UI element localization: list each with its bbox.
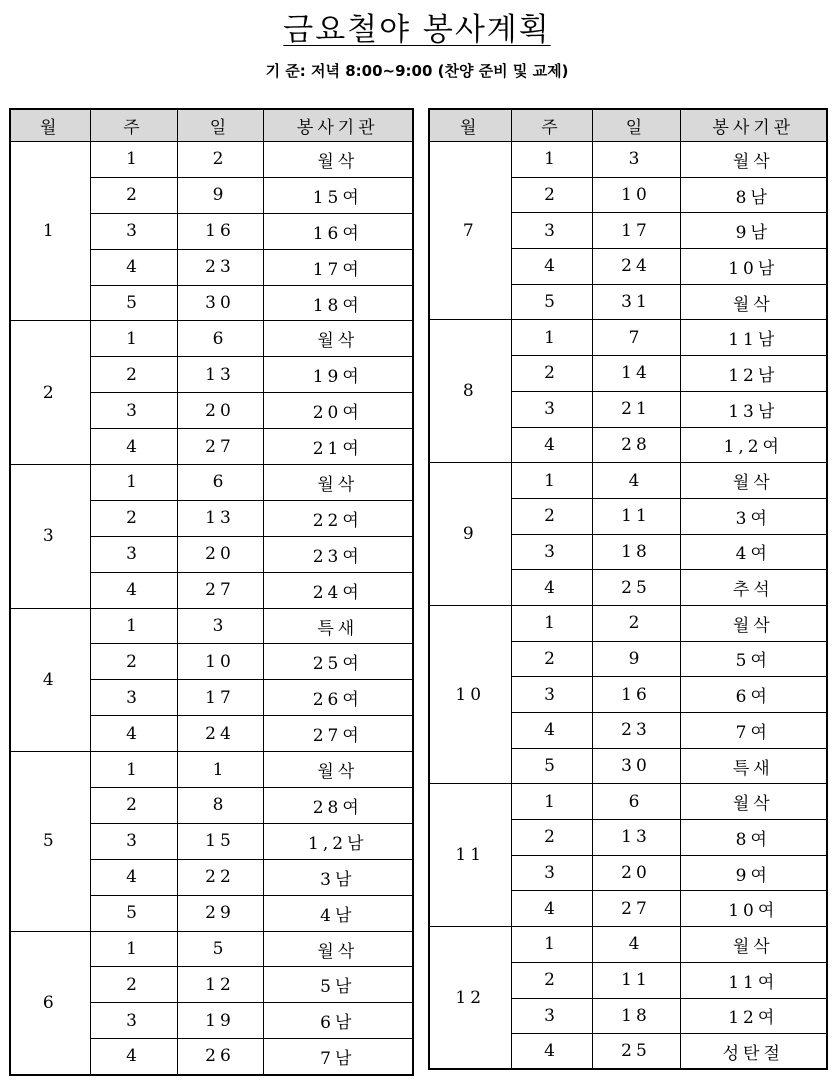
week-cell: 2 xyxy=(90,967,177,1003)
day-cell: 16 xyxy=(177,213,263,249)
organization-cell: 3여 xyxy=(680,498,827,534)
organization-cell: 월삭 xyxy=(680,463,827,499)
month-cell: 6 xyxy=(10,931,90,1075)
organization-cell: 월삭 xyxy=(263,752,413,788)
week-cell: 2 xyxy=(511,498,592,534)
week-cell: 4 xyxy=(90,429,177,465)
organization-cell: 22여 xyxy=(263,500,413,536)
week-cell: 3 xyxy=(90,536,177,572)
organization-cell: 월삭 xyxy=(680,605,827,641)
organization-cell: 5남 xyxy=(263,967,413,1003)
organization-cell: 9여 xyxy=(680,855,827,891)
week-cell: 2 xyxy=(90,357,177,393)
week-cell: 4 xyxy=(511,713,592,749)
day-cell: 10 xyxy=(177,644,263,680)
week-cell: 2 xyxy=(90,500,177,536)
week-cell: 4 xyxy=(511,249,592,285)
week-cell: 1 xyxy=(90,142,177,178)
week-cell: 2 xyxy=(90,644,177,680)
week-cell: 4 xyxy=(511,891,592,927)
month-cell: 10 xyxy=(429,605,511,783)
day-cell: 30 xyxy=(592,748,680,784)
table-row xyxy=(429,320,827,356)
day-cell: 24 xyxy=(592,249,680,285)
week-cell: 1 xyxy=(511,784,592,820)
day-cell: 26 xyxy=(177,1039,263,1075)
day-cell: 12 xyxy=(177,967,263,1003)
week-cell: 5 xyxy=(511,748,592,784)
day-cell: 2 xyxy=(177,142,263,178)
day-cell: 28 xyxy=(592,427,680,463)
organization-cell: 27여 xyxy=(263,716,413,752)
schedule-body-right xyxy=(429,142,827,1070)
week-cell: 3 xyxy=(511,998,592,1034)
header-day: 일 xyxy=(177,109,263,142)
day-cell: 3 xyxy=(592,142,680,178)
week-cell: 2 xyxy=(90,788,177,824)
week-cell: 4 xyxy=(90,859,177,895)
week-cell: 1 xyxy=(511,605,592,641)
day-cell: 25 xyxy=(592,570,680,606)
week-cell: 4 xyxy=(90,249,177,285)
organization-cell: 8여 xyxy=(680,820,827,856)
month-cell: 7 xyxy=(429,142,511,320)
week-cell: 5 xyxy=(90,285,177,321)
organization-cell: 20여 xyxy=(263,393,413,429)
schedule-table-right xyxy=(428,108,828,1070)
day-cell: 6 xyxy=(177,321,263,357)
week-cell: 4 xyxy=(511,570,592,606)
organization-cell: 8남 xyxy=(680,177,827,213)
header-day: 일 xyxy=(592,109,680,142)
day-cell: 3 xyxy=(177,608,263,644)
header-row xyxy=(10,109,413,142)
week-cell: 1 xyxy=(511,142,592,178)
day-cell: 1 xyxy=(177,752,263,788)
day-cell: 4 xyxy=(592,463,680,499)
month-cell: 11 xyxy=(429,784,511,927)
day-cell: 21 xyxy=(592,391,680,427)
month-cell: 1 xyxy=(10,142,90,321)
table-row xyxy=(429,784,827,820)
organization-cell: 추석 xyxy=(680,570,827,606)
table-row xyxy=(429,142,827,178)
day-cell: 27 xyxy=(592,891,680,927)
day-cell: 11 xyxy=(592,498,680,534)
week-cell: 4 xyxy=(511,1034,592,1070)
week-cell: 1 xyxy=(90,608,177,644)
organization-cell: 7여 xyxy=(680,713,827,749)
week-cell: 3 xyxy=(90,823,177,859)
organization-cell: 15여 xyxy=(263,177,413,213)
day-cell: 13 xyxy=(177,500,263,536)
organization-cell: 19여 xyxy=(263,357,413,393)
month-cell: 3 xyxy=(10,465,90,609)
week-cell: 3 xyxy=(90,393,177,429)
organization-cell: 24여 xyxy=(263,572,413,608)
header-week: 주 xyxy=(511,109,592,142)
week-cell: 1 xyxy=(90,931,177,967)
day-cell: 27 xyxy=(177,572,263,608)
table-row xyxy=(10,321,413,357)
week-cell: 3 xyxy=(511,391,592,427)
week-cell: 3 xyxy=(511,677,592,713)
day-cell: 22 xyxy=(177,859,263,895)
week-cell: 2 xyxy=(511,356,592,392)
day-cell: 17 xyxy=(177,680,263,716)
day-cell: 31 xyxy=(592,284,680,320)
page-title-text: 금요철야 봉사계획 xyxy=(283,12,551,48)
organization-cell: 28여 xyxy=(263,788,413,824)
organization-cell: 7남 xyxy=(263,1039,413,1075)
organization-cell: 4남 xyxy=(263,895,413,931)
week-cell: 1 xyxy=(90,752,177,788)
day-cell: 27 xyxy=(177,429,263,465)
week-cell: 2 xyxy=(90,177,177,213)
organization-cell: 월삭 xyxy=(263,931,413,967)
table-row xyxy=(429,927,827,963)
day-cell: 10 xyxy=(592,177,680,213)
organization-cell: 17여 xyxy=(263,249,413,285)
organization-cell: 25여 xyxy=(263,644,413,680)
page-subtitle: 기 준: 저녁 8:00~9:00 (찬양 준비 및 교제) xyxy=(265,62,569,80)
table-row xyxy=(429,605,827,641)
header-organization: 봉사기관 xyxy=(680,109,827,142)
day-cell: 25 xyxy=(592,1034,680,1070)
day-cell: 4 xyxy=(592,927,680,963)
organization-cell: 23여 xyxy=(263,536,413,572)
week-cell: 1 xyxy=(90,321,177,357)
week-cell: 3 xyxy=(511,534,592,570)
organization-cell: 특새 xyxy=(680,748,827,784)
day-cell: 6 xyxy=(592,784,680,820)
organization-cell: 12남 xyxy=(680,356,827,392)
organization-cell: 월삭 xyxy=(680,784,827,820)
week-cell: 5 xyxy=(511,284,592,320)
week-cell: 4 xyxy=(90,1039,177,1075)
organization-cell: 26여 xyxy=(263,680,413,716)
month-cell: 9 xyxy=(429,463,511,606)
page-title xyxy=(0,4,834,49)
month-cell: 12 xyxy=(429,927,511,1070)
organization-cell: 월삭 xyxy=(263,321,413,357)
day-cell: 16 xyxy=(592,677,680,713)
week-cell: 3 xyxy=(90,680,177,716)
organization-cell: 3남 xyxy=(263,859,413,895)
organization-cell: 18여 xyxy=(263,285,413,321)
week-cell: 3 xyxy=(90,213,177,249)
day-cell: 23 xyxy=(177,249,263,285)
organization-cell: 월삭 xyxy=(263,465,413,501)
week-cell: 1 xyxy=(511,320,592,356)
week-cell: 3 xyxy=(90,1003,177,1039)
week-cell: 2 xyxy=(511,177,592,213)
week-cell: 4 xyxy=(90,716,177,752)
organization-cell: 16여 xyxy=(263,213,413,249)
organization-cell: 13남 xyxy=(680,391,827,427)
day-cell: 17 xyxy=(592,213,680,249)
organization-cell: 월삭 xyxy=(263,142,413,178)
organization-cell: 10여 xyxy=(680,891,827,927)
day-cell: 14 xyxy=(592,356,680,392)
organization-cell: 월삭 xyxy=(680,284,827,320)
week-cell: 5 xyxy=(90,895,177,931)
organization-cell: 월삭 xyxy=(680,927,827,963)
day-cell: 8 xyxy=(177,788,263,824)
organization-cell: 12여 xyxy=(680,998,827,1034)
week-cell: 2 xyxy=(511,820,592,856)
header-week: 주 xyxy=(90,109,177,142)
organization-cell: 10남 xyxy=(680,249,827,285)
day-cell: 2 xyxy=(592,605,680,641)
day-cell: 15 xyxy=(177,823,263,859)
table-row xyxy=(429,463,827,499)
organization-cell: 특새 xyxy=(263,608,413,644)
week-cell: 3 xyxy=(511,855,592,891)
day-cell: 30 xyxy=(177,285,263,321)
week-cell: 1 xyxy=(511,463,592,499)
day-cell: 6 xyxy=(177,465,263,501)
day-cell: 20 xyxy=(177,393,263,429)
week-cell: 1 xyxy=(90,465,177,501)
schedule-body-left xyxy=(10,142,413,1075)
table-row xyxy=(10,752,413,788)
organization-cell: 4여 xyxy=(680,534,827,570)
month-cell: 4 xyxy=(10,608,90,752)
organization-cell: 1,2여 xyxy=(680,427,827,463)
week-cell: 1 xyxy=(511,927,592,963)
organization-cell: 11남 xyxy=(680,320,827,356)
month-cell: 8 xyxy=(429,320,511,463)
day-cell: 18 xyxy=(592,998,680,1034)
organization-cell: 성탄절 xyxy=(680,1034,827,1070)
header-row xyxy=(429,109,827,142)
month-cell: 5 xyxy=(10,752,90,931)
schedule-table-left xyxy=(9,108,414,1076)
organization-cell: 9남 xyxy=(680,213,827,249)
organization-cell: 1,2남 xyxy=(263,823,413,859)
day-cell: 23 xyxy=(592,713,680,749)
day-cell: 9 xyxy=(592,641,680,677)
day-cell: 7 xyxy=(592,320,680,356)
week-cell: 2 xyxy=(511,962,592,998)
header-organization: 봉사기관 xyxy=(263,109,413,142)
month-cell: 2 xyxy=(10,321,90,465)
table-row xyxy=(10,931,413,967)
day-cell: 19 xyxy=(177,1003,263,1039)
day-cell: 20 xyxy=(177,536,263,572)
day-cell: 20 xyxy=(592,855,680,891)
table-row xyxy=(10,465,413,501)
table-row xyxy=(10,608,413,644)
day-cell: 9 xyxy=(177,177,263,213)
header-month: 월 xyxy=(429,109,511,142)
organization-cell: 21여 xyxy=(263,429,413,465)
day-cell: 24 xyxy=(177,716,263,752)
day-cell: 13 xyxy=(592,820,680,856)
day-cell: 18 xyxy=(592,534,680,570)
week-cell: 4 xyxy=(511,427,592,463)
week-cell: 4 xyxy=(90,572,177,608)
header-month: 월 xyxy=(10,109,90,142)
organization-cell: 5여 xyxy=(680,641,827,677)
day-cell: 5 xyxy=(177,931,263,967)
organization-cell: 6여 xyxy=(680,677,827,713)
table-row xyxy=(10,142,413,178)
day-cell: 29 xyxy=(177,895,263,931)
organization-cell: 6남 xyxy=(263,1003,413,1039)
week-cell: 3 xyxy=(511,213,592,249)
week-cell: 2 xyxy=(511,641,592,677)
organization-cell: 월삭 xyxy=(680,142,827,178)
organization-cell: 11여 xyxy=(680,962,827,998)
day-cell: 11 xyxy=(592,962,680,998)
day-cell: 13 xyxy=(177,357,263,393)
